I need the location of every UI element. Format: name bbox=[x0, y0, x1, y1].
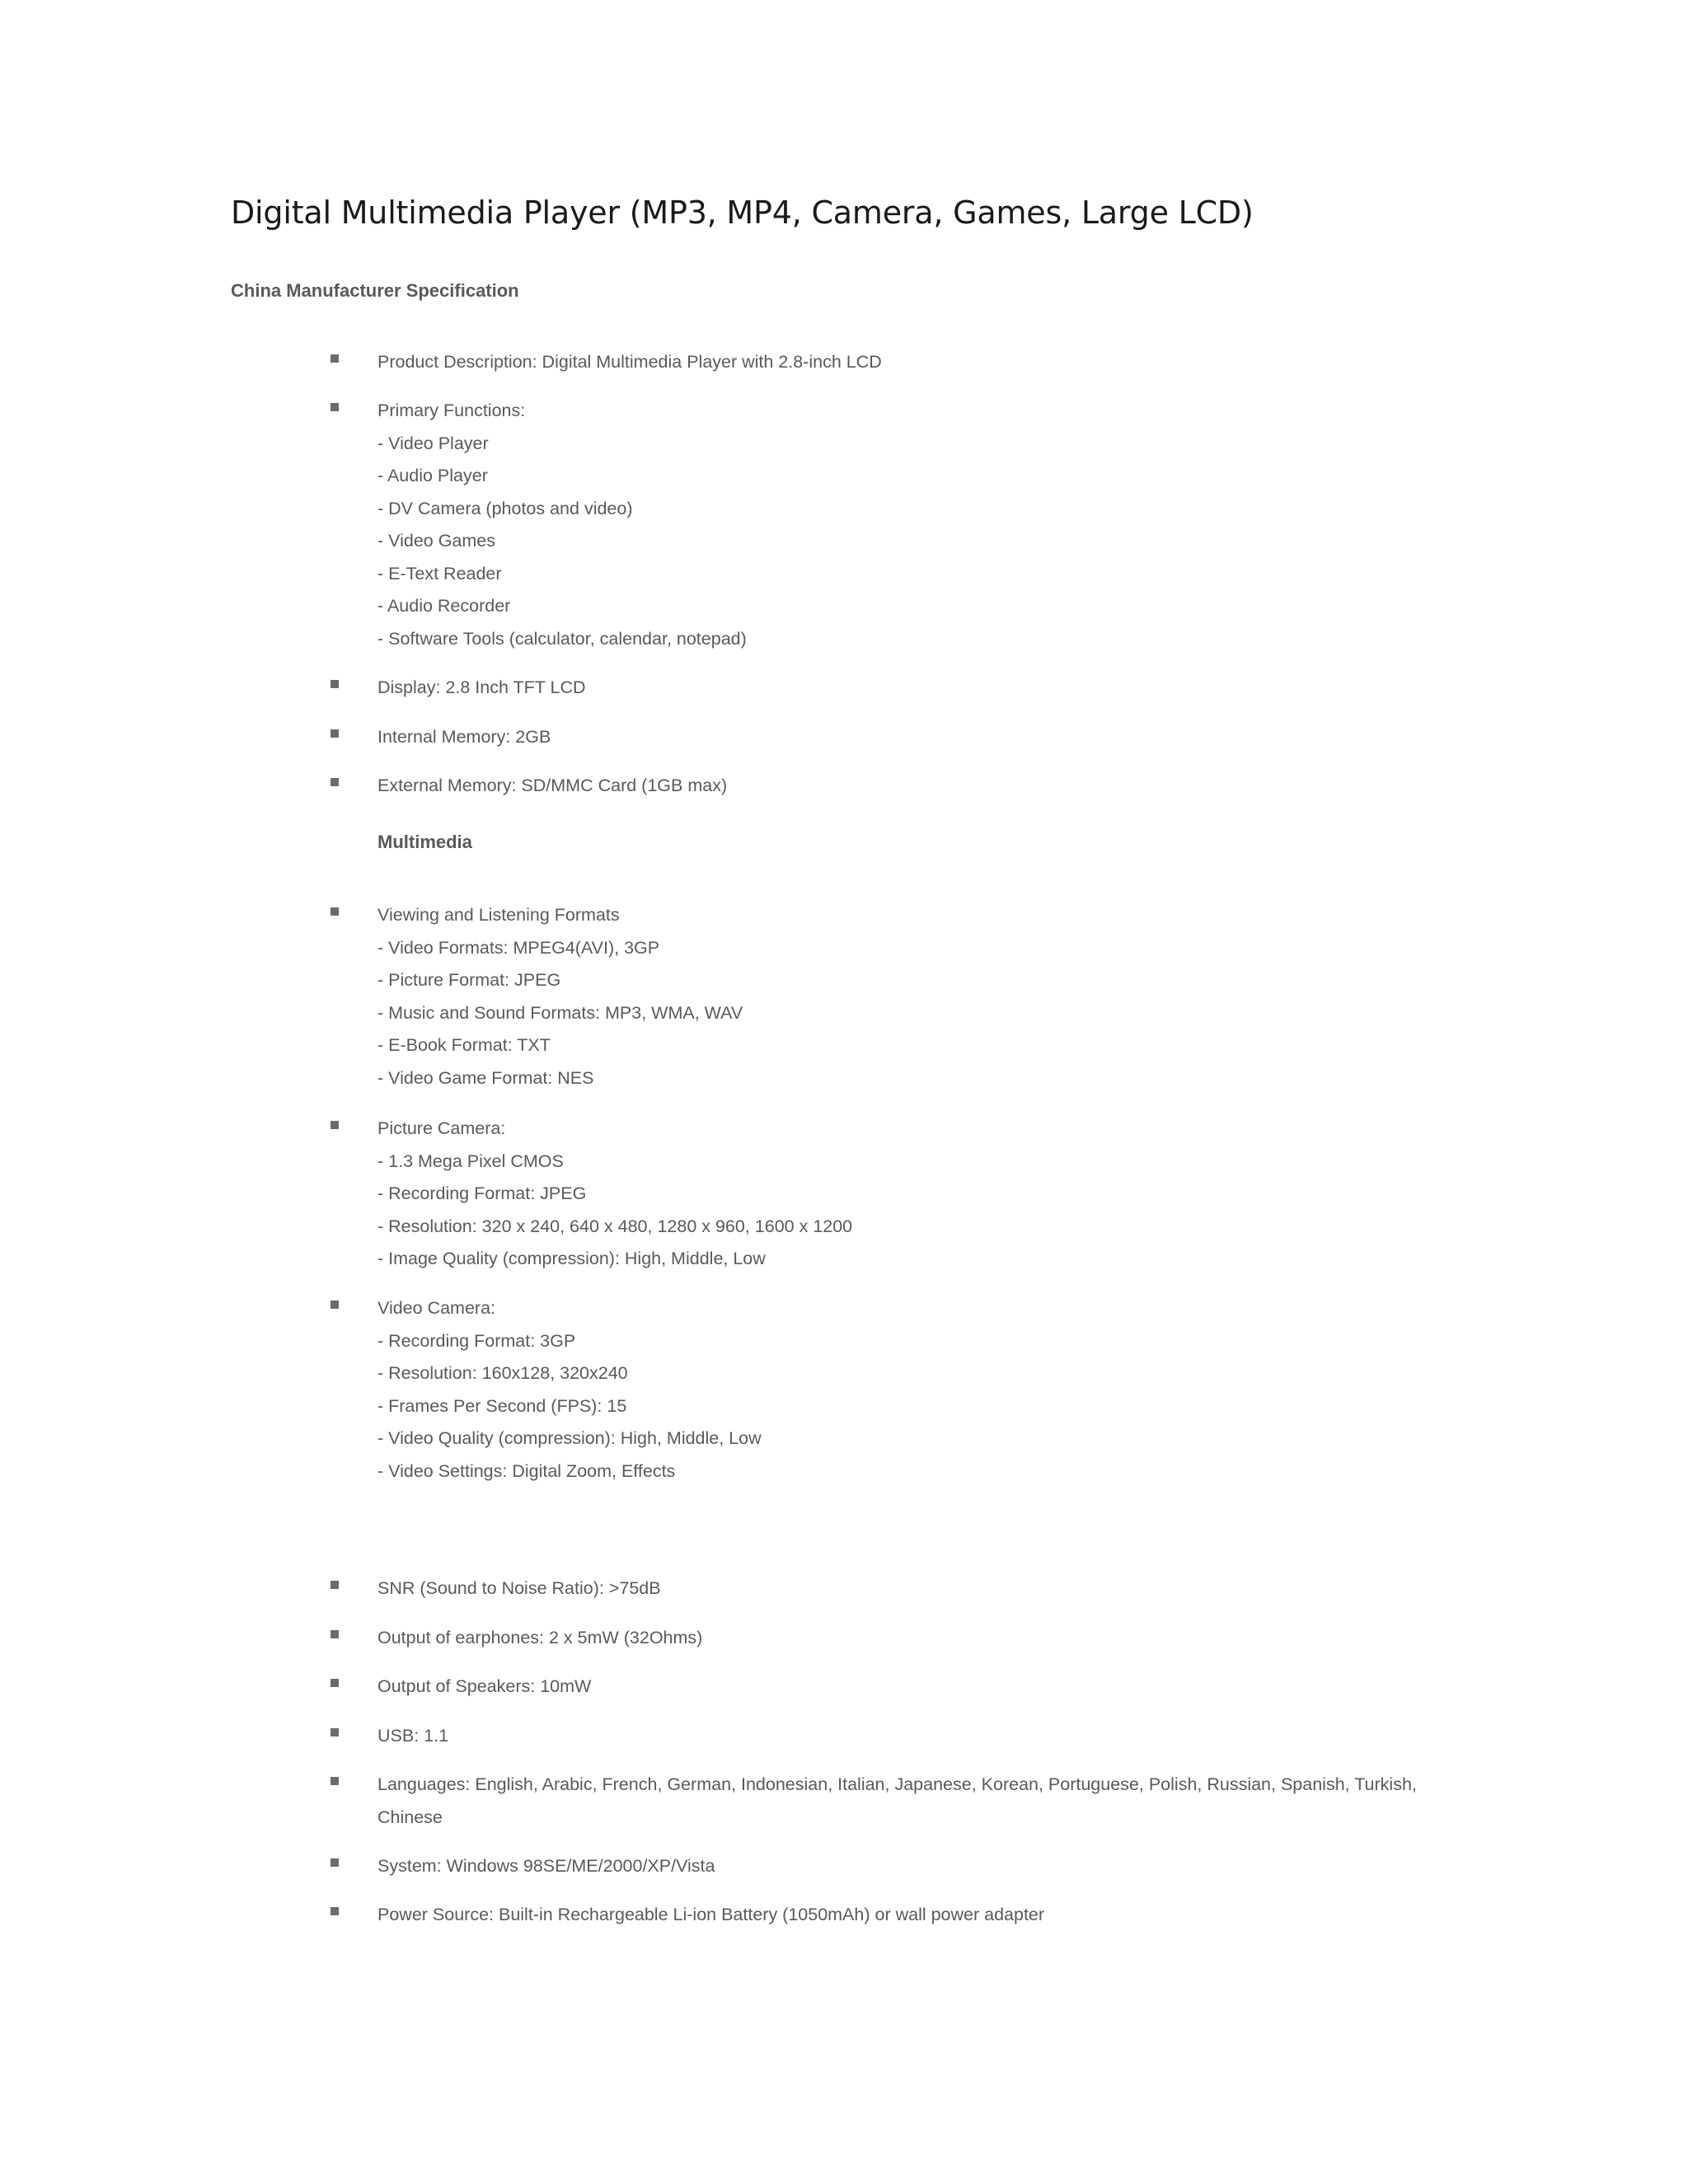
spec-item-label: Languages: English, Arabic, French, German, Indonesian, Italian, Japanese, Korean, Portuguese, Polish, Russian, Spanish, Turkish, bbox=[377, 1774, 1417, 1794]
square-bullet-icon bbox=[331, 1777, 339, 1785]
spec-sub-item: - E-Text Reader bbox=[377, 563, 502, 583]
square-bullet-icon bbox=[331, 1121, 339, 1129]
spec-sub-item: - Video Player bbox=[377, 433, 489, 453]
spec-sub-item: - Audio Recorder bbox=[377, 596, 511, 616]
square-bullet-icon bbox=[331, 1907, 339, 1915]
spec-sub-item: - Music and Sound Formats: MP3, WMA, WAV bbox=[377, 1002, 743, 1023]
spec-sub-item: - Recording Format: 3GP bbox=[377, 1330, 576, 1351]
square-bullet-icon bbox=[331, 680, 339, 688]
square-bullet-icon bbox=[331, 907, 339, 916]
spec-item-label: Primary Functions: bbox=[377, 401, 526, 420]
spec-item-label: Display: 2.8 Inch TFT LCD bbox=[377, 677, 586, 697]
spec-sub-item: - Audio Player bbox=[377, 466, 488, 485]
spec-sub-item: - Video Games bbox=[377, 531, 496, 551]
document-title: Digital Multimedia Player (MP3, MP4, Camera, Games, Large LCD) bbox=[231, 194, 1254, 231]
spec-item-label: Product Description: Digital Multimedia Player with 2.8-inch LCD bbox=[377, 352, 882, 372]
spec-item-label: System: Windows 98SE/ME/2000/XP/Vista bbox=[377, 1856, 715, 1876]
square-bullet-icon bbox=[331, 778, 339, 786]
square-bullet-icon bbox=[331, 1679, 339, 1687]
spec-sub-item: - Video Game Format: NES bbox=[377, 1067, 594, 1088]
square-bullet-icon bbox=[331, 1581, 339, 1589]
spec-item-label: External Memory: SD/MMC Card (1GB max) bbox=[377, 776, 728, 795]
square-bullet-icon bbox=[331, 729, 339, 738]
square-bullet-icon bbox=[331, 354, 339, 363]
spec-item-label: Video Camera: bbox=[377, 1298, 496, 1318]
spec-sub-item: - DV Camera (photos and video) bbox=[377, 498, 633, 518]
spec-item-label: USB: 1.1 bbox=[377, 1726, 449, 1746]
square-bullet-icon bbox=[331, 1301, 339, 1309]
spec-sub-item: - Resolution: 160x128, 320x240 bbox=[377, 1363, 628, 1383]
spec-item-label: Internal Memory: 2GB bbox=[377, 727, 551, 747]
spec-sub-item: Chinese bbox=[377, 1807, 443, 1827]
spec-item-label: Picture Camera: bbox=[377, 1118, 506, 1138]
spec-item-label: SNR (Sound to Noise Ratio): >75dB bbox=[377, 1578, 661, 1598]
spec-sub-item: - Recording Format: JPEG bbox=[377, 1183, 587, 1203]
spec-sub-item: - Frames Per Second (FPS): 15 bbox=[377, 1395, 627, 1416]
square-bullet-icon bbox=[331, 1728, 339, 1736]
spec-sub-item: - E-Book Format: TXT bbox=[377, 1035, 551, 1055]
spec-sub-item: - Video Settings: Digital Zoom, Effects bbox=[377, 1460, 676, 1481]
document-subtitle: China Manufacturer Specification bbox=[231, 280, 519, 301]
spec-sub-item: - Video Formats: MPEG4(AVI), 3GP bbox=[377, 937, 660, 958]
square-bullet-icon bbox=[331, 1858, 339, 1867]
spec-item-label: Power Source: Built-in Rechargeable Li-ion Battery (1050mAh) or wall power adapter bbox=[377, 1905, 1045, 1924]
square-bullet-icon bbox=[331, 403, 339, 411]
spec-item-label: Viewing and Listening Formats bbox=[377, 905, 620, 925]
spec-sub-item: - Resolution: 320 x 240, 640 x 480, 1280 x 960, 1600 x 1200 bbox=[377, 1216, 853, 1236]
spec-item-label: Output of Speakers: 10mW bbox=[377, 1676, 592, 1696]
square-bullet-icon bbox=[331, 1630, 339, 1638]
spec-sub-item: - Image Quality (compression): High, Middle, Low bbox=[377, 1249, 766, 1268]
spec-item-label: Output of earphones: 2 x 5mW (32Ohms) bbox=[377, 1628, 703, 1647]
spec-sub-item: - Picture Format: JPEG bbox=[377, 970, 561, 990]
spec-sub-item: - 1.3 Mega Pixel CMOS bbox=[377, 1151, 564, 1171]
section-heading-multimedia: Multimedia bbox=[377, 832, 472, 852]
spec-sub-item: - Software Tools (calculator, calendar, notepad) bbox=[377, 628, 747, 649]
spec-sub-item: - Video Quality (compression): High, Middle, Low bbox=[377, 1428, 762, 1448]
